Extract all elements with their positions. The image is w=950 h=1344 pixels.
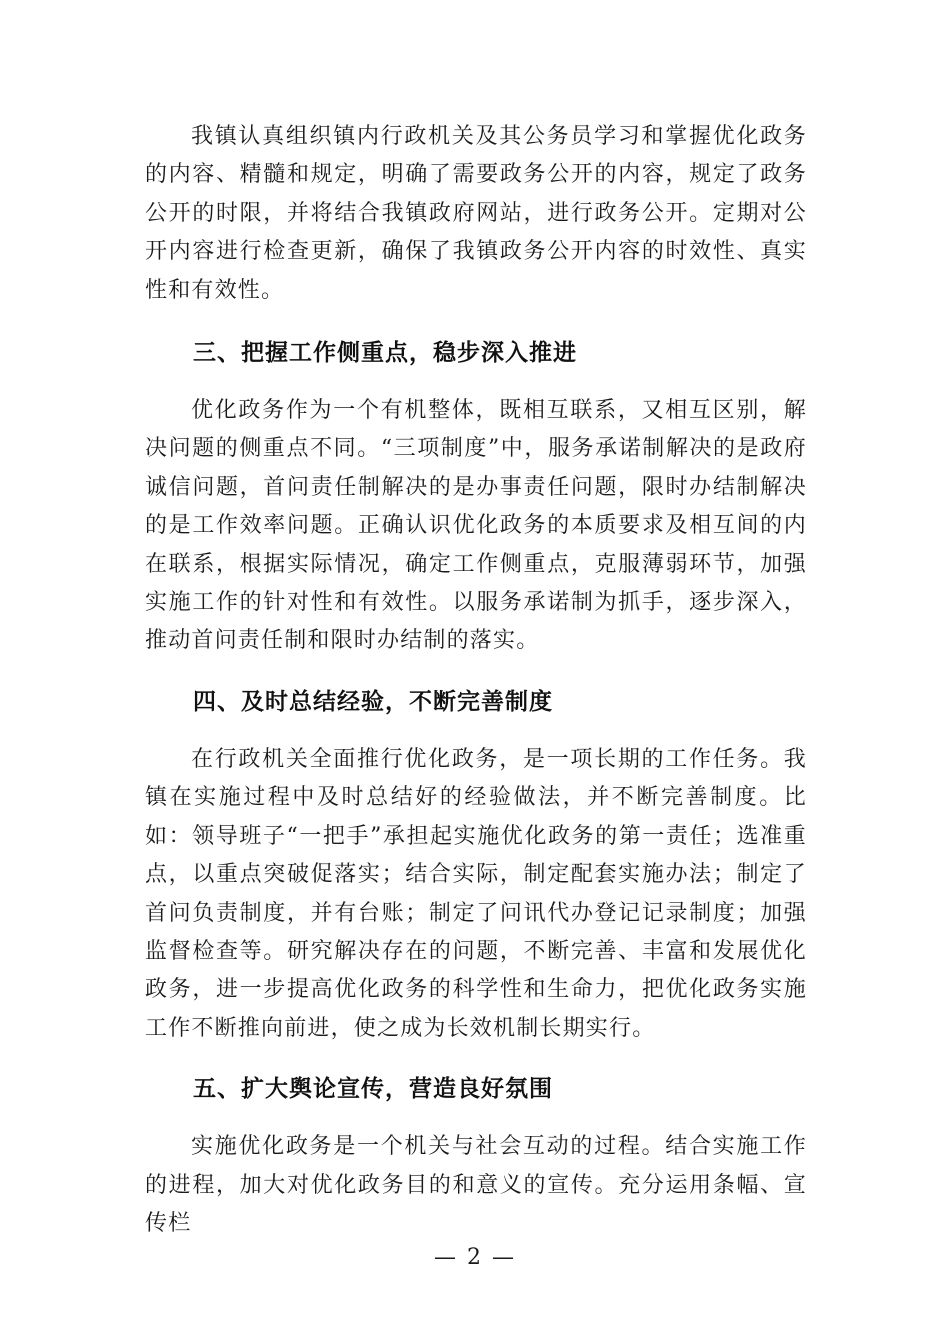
paragraph-intro: 我镇认真组织镇内行政机关及其公务员学习和掌握优化政务的内容、精髓和规定，明确了需要政务公开的内容，规定了政务公开的时限，并将结合我镇政府网站，进行政务公开。定期对公开内容进行检查更新，确保了我镇政务公开内容的时效性、真实性和有效性。 [145, 124, 807, 303]
document-body [145, 118, 807, 1265]
paragraph-section-four: 在行政机关全面推行优化政务，是一项长期的工作任务。我镇在实施过程中及时总结好的经验做法，并不断完善制度。比如：领导班子“一把手”承担起实施优化政务的第一责任；选准重点，以重点突破促落实；结合实际，制定配套实施办法；制定了首问负责制度，并有台账；制定了问讯代办登记记录制度；加强监督检查等。研究解决存在的问题，不断完善、丰富和发展优化政务，进一步提高优化政务的科学性和生命力，把优化政务实施工作不断推向前进，使之成为长效机制长期实行。 [145, 746, 807, 1041]
section-heading-five: 五、扩大舆论宣传，营造良好氛围 [193, 1076, 553, 1103]
paragraph-section-three: 优化政务作为一个有机整体，既相互联系，又相互区别，解决问题的侧重点不同。“三项制度”中，服务承诺制解决的是政府诚信问题，首问责任制解决的是办事责任问题，限时办结制解决的是工作效率问题。正确认识优化政务的本质要求及相互间的内在联系，根据实际情况，确定工作侧重点，克服薄弱环节，加强实施工作的针对性和有效性。以服务承诺制为抓手，逐步深入，推动首问责任制和限时办结制的落实。 [145, 398, 807, 654]
section-heading-four: 四、及时总结经验，不断完善制度 [193, 688, 553, 715]
section-heading-three: 三、把握工作侧重点，稳步深入推进 [193, 340, 577, 367]
paragraph-section-five: 实施优化政务是一个机关与社会互动的过程。结合实施工作的进程，加大对优化政务目的和意义的宣传。充分运用条幅、宣传栏 [145, 1134, 807, 1236]
page-number: — 2 — [434, 1245, 516, 1270]
